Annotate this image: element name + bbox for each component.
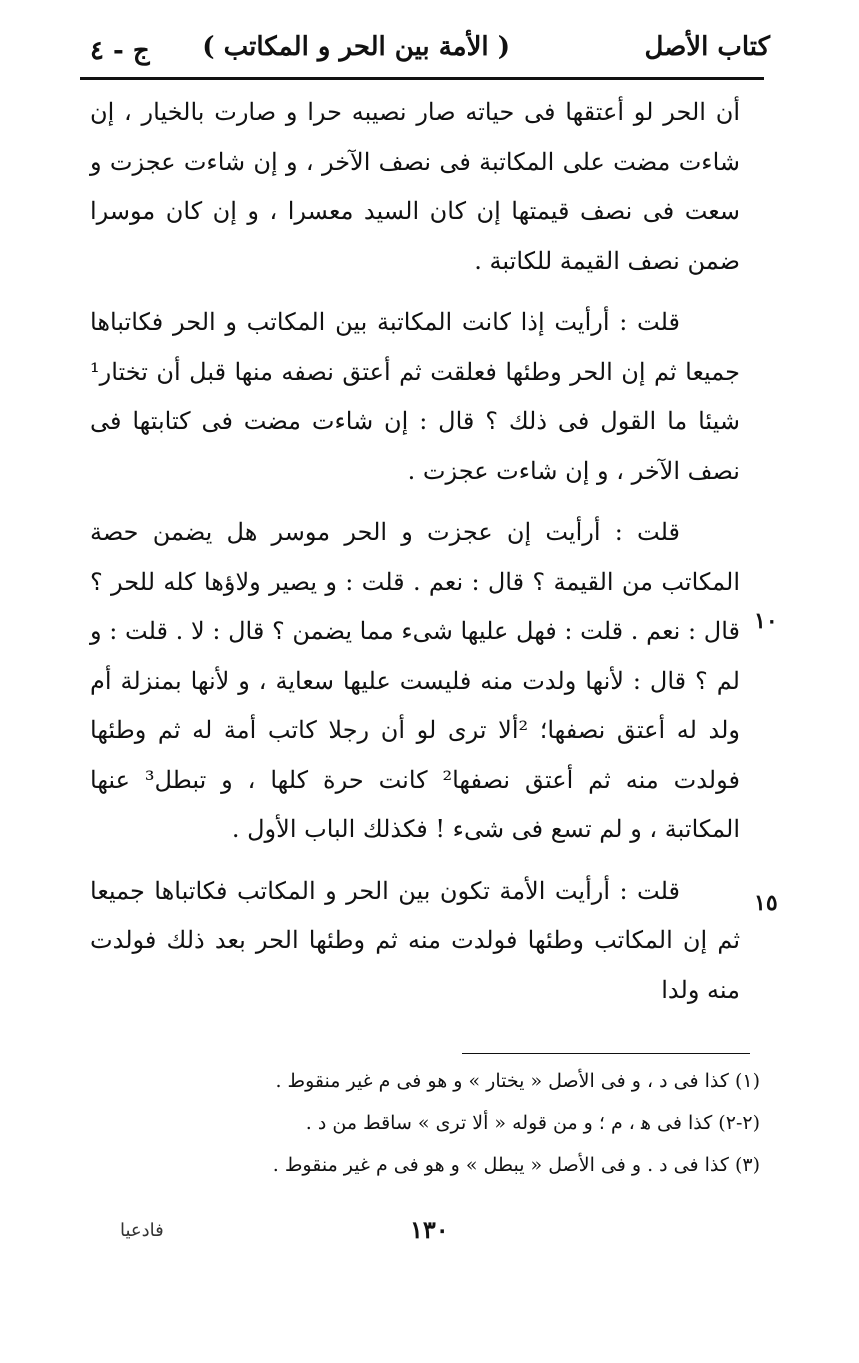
paragraph: أن الحر لو أعتقها فى حياته صار نصيبه حرا و صارت بالخيار ، إن شاءت مضت على المكاتبة فى نصف الآخر ، و إن شاءت عجزت و سعت فى نصف قيمتها إن كان السيد معسرا ، و إن كان موسرا ضمن نصف القيمة للكاتبة . bbox=[90, 98, 740, 275]
page-number: ١٣٠ bbox=[410, 1215, 449, 1244]
stamp-text: فادعيا bbox=[120, 1220, 164, 1241]
footnote-rule bbox=[462, 1053, 750, 1054]
chapter-title: ( الأمة بين الحر و المكاتب ) bbox=[202, 32, 510, 62]
main-text bbox=[90, 88, 740, 1027]
header-rule bbox=[80, 77, 764, 80]
book-title: كتاب الأصل bbox=[644, 32, 770, 62]
footnote: (١) كذا فى د ، و فى الأصل « يختار » و هو فى م غير منقوط . bbox=[275, 1070, 760, 1092]
footnote: (٢-٢) كذا فى ﻫ ، م ؛ و من قوله « ألا ترى » ساقط من د . bbox=[305, 1112, 760, 1134]
paragraph: قلت : أرأيت إن عجزت و الحر موسر هل يضمن حصة المكاتب من القيمة ؟ قال : نعم . قلت : و يصير ولاؤها كله للحر ؟ قال : نعم . قلت : فهل عليها شىء مما يضمن ؟ قال : لا . قلت : و لم ؟ قال : لأنها ولدت منه فليست عليها سعاية ، و لأنها بمنزلة أم ولد له أعتق نصفها؛ ²ألا ترى لو أن رجلا كاتب أمة له ثم وطئها فولدت منه ثم أعتق نصفها² كانت حرة كلها ، و تبطل³ عنها المكاتبة ، و لم تسع فى شىء ! فكذلك الباب الأول . bbox=[90, 518, 741, 843]
running-header bbox=[70, 18, 770, 78]
footnotes bbox=[200, 1060, 760, 1186]
line-number: ١٥ bbox=[754, 890, 778, 916]
line-number: ١٠ bbox=[754, 608, 778, 634]
volume-label: ج - ٤ bbox=[90, 36, 150, 66]
footnote: (٣) كذا فى د . و فى الأصل « يبطل » و هو فى م غير منقوط . bbox=[272, 1154, 760, 1176]
paragraph: قلت : أرأيت الأمة تكون بين الحر و المكاتب فكاتباها جميعا ثم إن المكاتب وطئها فولدت منه ثم وطئها الحر بعد ذلك فولدت منه ولدا bbox=[90, 876, 740, 1004]
paragraph: قلت : أرأيت إذا كانت المكاتبة بين المكاتب و الحر فكاتباها جميعا ثم إن الحر وطئها فعلقت ثم أعتق نصفه منها قبل أن تختار¹ شيئا ما القول فى ذلك ؟ قال : إن شاءت مضت فى كتابتها فى نصف الآخر ، و إن شاءت عجزت . bbox=[90, 308, 740, 485]
